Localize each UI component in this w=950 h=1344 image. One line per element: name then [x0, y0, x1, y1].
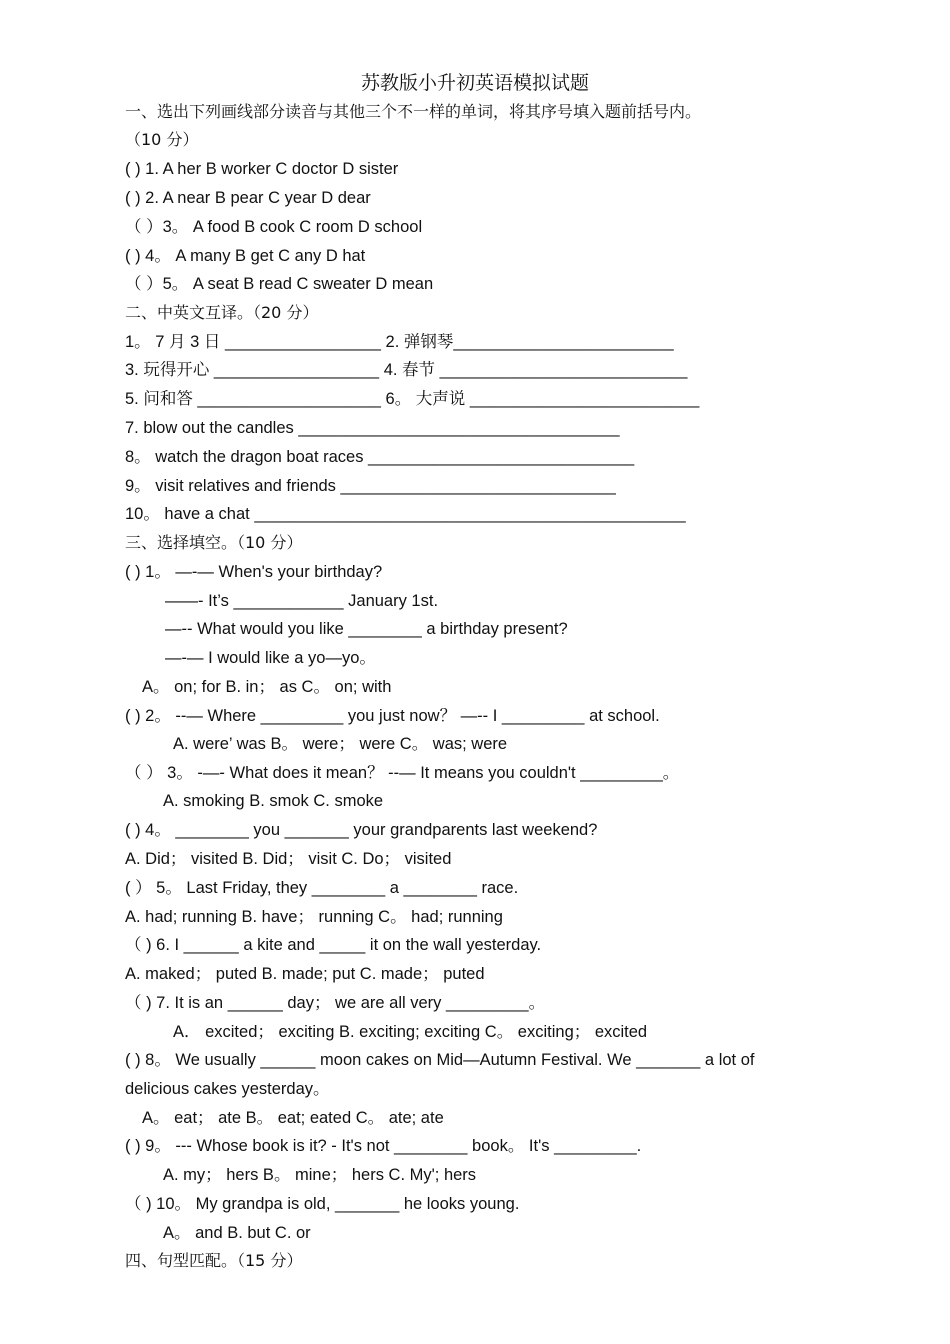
question-line: （ ）3。 A food B cook C room D school — [125, 218, 423, 236]
dialogue-line: —-- What would you like ________ a birthday present? — [165, 620, 568, 638]
dialogue-line: —-— I would like a yo—yo。 — [165, 649, 376, 667]
question-line: ( ) 4。 A many B get C any D hat — [125, 247, 366, 265]
translation-line: 10。 have a chat _______________________________________________ — [125, 505, 686, 523]
translation-line: 3. 玩得开心 __________________ 4. 春节 ___________________________ — [125, 361, 688, 379]
question-line: ( ) 8。 We usually ______ moon cakes on Mid—Autumn Festival. We _______ a lot of — [125, 1051, 755, 1069]
answer-options: A. had; running B. have； running C。 had; running — [125, 908, 503, 926]
question-line: ( ) 9。 --- Whose book is it? - It's not ________ book。 It's _________. — [125, 1137, 642, 1155]
translation-line: 9。 visit relatives and friends ______________________________ — [125, 477, 616, 495]
answer-options: A. smoking B. smok C. smoke — [163, 792, 384, 810]
question-line: ( ） 5。 Last Friday, they ________ a ________ race. — [125, 879, 519, 897]
answer-options: A． excited； exciting B. exciting; exciting C。 exciting； excited — [173, 1023, 648, 1041]
answer-options: A. were’ was B。 were； were C。 was; were — [173, 735, 508, 753]
answer-options: A。 and B. but C. or — [163, 1224, 311, 1242]
question-line: （ ) 6. I ______ a kite and _____ it on the wall yesterday. — [125, 936, 542, 954]
translation-line: 8。 watch the dragon boat races _____________________________ — [125, 448, 635, 466]
question-line-continued: delicious cakes yesterday。 — [125, 1080, 330, 1098]
translation-line: 5. 问和答 ____________________ 6。 大声说 _________________________ — [125, 390, 700, 408]
question-line: ( ) 1。 —-— When's your birthday? — [125, 563, 383, 581]
page-title: 苏教版小升初英语模拟试题 — [360, 72, 589, 94]
question-line: （ ) 7. It is an ______ day； we are all very _________。 — [125, 994, 546, 1012]
answer-options: A. Did； visited B. Did； visit C. Do； visited — [125, 850, 452, 868]
answer-options: A. maked； puted B. made; put C. made； puted — [125, 965, 485, 983]
question-line: ( ) 2. A near B pear C year D dear — [125, 189, 371, 207]
question-line: （ ) 10。 My grandpa is old, _______ he looks young. — [125, 1195, 520, 1213]
answer-options: A。 on; for B. in； as C。 on; with — [142, 678, 392, 696]
section-2-heading: 二、中英文互译。（20 分） — [125, 303, 319, 322]
question-line: ( ) 1. A her B worker C doctor D sister — [125, 160, 399, 178]
question-line: ( ) 2。 --— Where _________ you just now？ —-- I _________ at school. — [125, 707, 660, 725]
section-1-heading: 一、选出下列画线部分读音与其他三个不一样的单词，将其序号填入题前括号内。 — [125, 102, 702, 121]
section-3-heading: 三、选择填空。（10 分） — [125, 533, 303, 552]
section-4-heading: 四、句型匹配。（15 分） — [125, 1251, 303, 1270]
question-line: （ ）5。 A seat B read C sweater D mean — [125, 275, 434, 293]
dialogue-line: ——- It’s ____________ January 1st. — [165, 592, 439, 610]
answer-options: A. my； hers B。 mine； hers C. My'; hers — [163, 1166, 477, 1184]
question-line: （ ） 3。 -—- What does it mean？ --— It means you couldn't _________。 — [125, 764, 680, 782]
section-1-score: （10 分） — [125, 130, 199, 149]
question-line: ( ) 4。 ________ you _______ your grandparents last weekend? — [125, 821, 598, 839]
translation-line: 7. blow out the candles ___________________________________ — [125, 419, 620, 437]
translation-line: 1。 7 月 3 日 _________________ 2. 弹钢琴________________________ — [125, 333, 674, 351]
answer-options: A。 eat； ate B。 eat; eated C。 ate; ate — [142, 1109, 444, 1127]
